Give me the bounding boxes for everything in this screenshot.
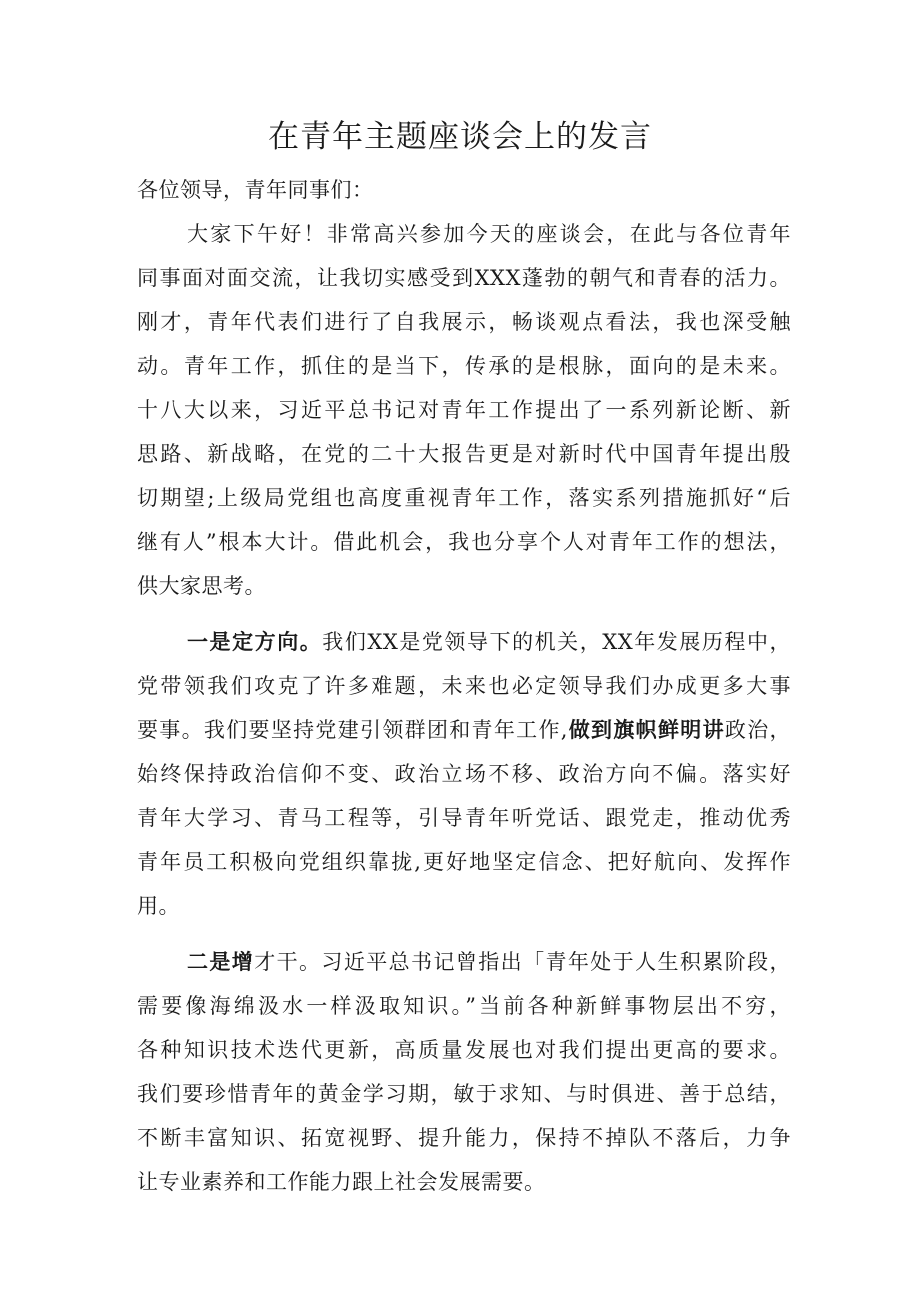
para2-line3-bold: 做到旗帜鲜明讲 xyxy=(567,718,725,742)
para2-first-line xyxy=(137,620,791,664)
para2-line: 用。 xyxy=(137,894,180,918)
para1-line: 十八大以来，习近平总书记对青年工作提出了一系列新论断、新 xyxy=(137,398,791,422)
paragraph-gap xyxy=(137,928,791,940)
para3-line: 各种知识技术迭代更新，高质量发展也对我们提出更高的要求。 xyxy=(137,1038,791,1062)
para2-line: 青年大学习、青马工程等，引导青年听党话、跟党走，推动优秀 xyxy=(137,806,791,830)
para2-line3-after: 政治， xyxy=(724,718,791,742)
document-title: 在青年主题座谈会上的发言 xyxy=(268,119,652,155)
para2-line: 青年员工积极向党组织靠拢,更好地坚定信念、把好航向、发挥作 xyxy=(137,850,791,874)
document-body xyxy=(137,168,791,1204)
para1-line: 切期望;上级局党组也高度重视青年工作，落实系列措施抓好“后 xyxy=(137,486,791,510)
para3-line: 需要像海绵汲水一样汲取知识。”当前各种新鲜事物层出不穷， xyxy=(137,994,791,1018)
paragraph-gap xyxy=(137,608,791,620)
para1-line: 大家下午好！非常高兴参加今天的座谈会，在此与各位青年 xyxy=(187,222,791,246)
salutation: 各位领导，青年同事们： xyxy=(137,178,374,202)
para1-line: 动。青年工作，抓住的是当下，传承的是根脉，面向的是未来。 xyxy=(137,354,791,378)
para2-first-rest: 我们XX是党领导下的机关，XX年发展历程中， xyxy=(322,630,791,654)
para2-line: 始终保持政治信仰不变、政治立场不移、政治方向不偏。落实好 xyxy=(137,762,791,786)
para2-lead: 一是定方向。 xyxy=(187,630,323,654)
para3-line: 不断丰富知识、拓宽视野、提升能力，保持不掉队不落后，力争 xyxy=(137,1126,791,1150)
para1-line: 思路、新战略，在党的二十大报告更是对新时代中国青年提出殷 xyxy=(137,442,791,466)
para2-line3-before: 要事。我们要坚持党建引领群团和青年工作, xyxy=(137,718,568,742)
para3-first-rest: 才干。习近平总书记曾指出「青年处于人生积累阶段， xyxy=(254,950,792,974)
para3-line: 我们要珍惜青年的黄金学习期，敏于求知、与时俱进、善于总结， xyxy=(137,1082,791,1106)
para1-line: 继有人”根本大计。借此机会，我也分享个人对青年工作的想法， xyxy=(137,530,791,554)
para3-lead: 二是增 xyxy=(187,950,255,974)
para2-line: 党带领我们攻克了许多难题，未来也必定领导我们办成更多大事 xyxy=(137,674,791,698)
para1-line: 供大家思考。 xyxy=(137,574,266,598)
para3-first-line xyxy=(137,940,791,984)
para2-line-3 xyxy=(137,708,791,752)
para1-line: 刚才，青年代表们进行了自我展示，畅谈观点看法，我也深受触 xyxy=(137,310,791,334)
para1-line: 同事面对面交流，让我切实感受到XXX蓬勃的朝气和青春的活力。 xyxy=(137,266,791,290)
para3-line: 让专业素养和工作能力跟上社会发展需要。 xyxy=(137,1170,546,1194)
